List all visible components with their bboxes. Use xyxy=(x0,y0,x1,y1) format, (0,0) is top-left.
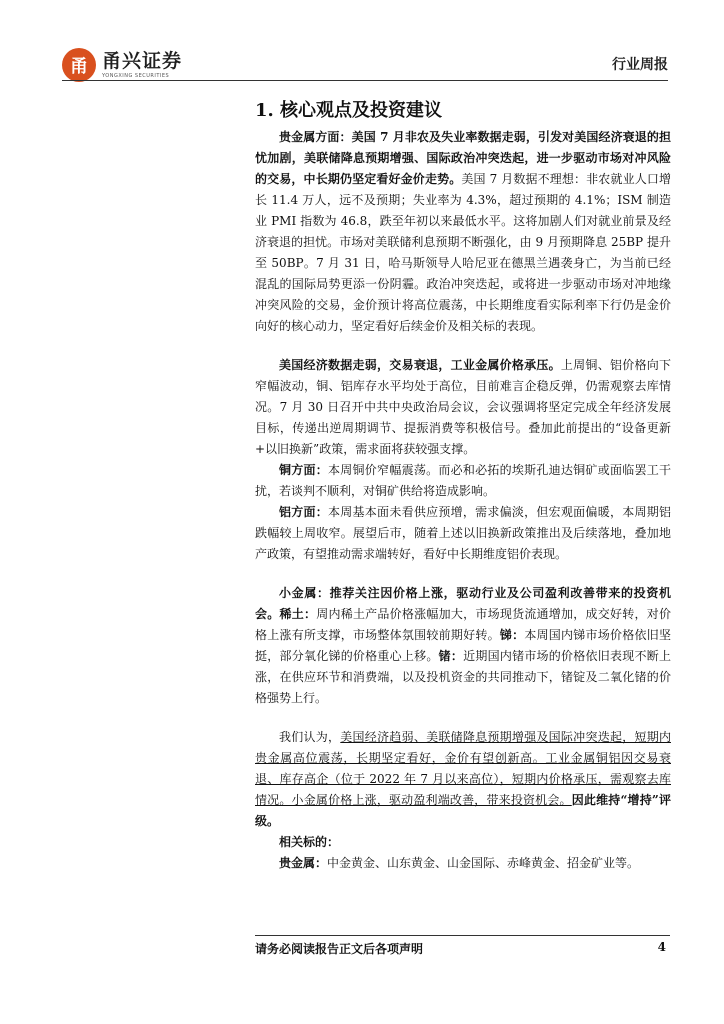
paragraph-related-targets xyxy=(255,832,671,853)
minor-metals-lead: 小金属：推荐关注因价格上涨，驱动行业及公司盈利改善带来的投资机会。 xyxy=(255,586,671,621)
paragraph-copper xyxy=(255,460,671,502)
copper-lead: 铜方面： xyxy=(279,463,329,477)
company-logo xyxy=(62,48,182,82)
paragraph-industrial-metals xyxy=(255,355,671,460)
precious-metals-body: 美国 7 月数据不理想：非农就业人口增长 11.4 万人，远不及预期；失业率为 4.3%，超过预期的 4.1%；ISM 制造业 PMI 指数为 46.8，跌至年初以来最低水平。这将加剧人们对就业前景及经济衰退的担忧。市场对美联储利息预期不断强化，由 9 月预期降息 25BP 提升至 50BP。7 月 31 日，哈马斯领导人哈尼亚在德黑兰遇袭身亡，为当前已经混乱的国际局势更添一份阴霾。政治冲突迭起，或将进一步驱动市场对冲地缘冲突风险的交易，金价预计将高位震荡，中长期维度看实际利率下行仍是金价向好的核心动力，坚定看好后续金价及相关标的表现。 xyxy=(255,172,671,333)
header-divider xyxy=(62,80,668,81)
paragraph-conclusion xyxy=(255,727,671,832)
precious-targets-lead: 贵金属： xyxy=(279,856,328,870)
germanium-body: 近期国内锗市场的价格依旧表现不断上涨，在供应环节和消费端，以及投机资金的共同推动下，锗锭及二氧化锗的价格强势上行。 xyxy=(255,649,671,705)
footer-disclaimer: 请务必阅读报告正文后各项声明 xyxy=(255,942,424,956)
paragraph-precious-metals xyxy=(255,127,671,337)
precious-targets-list: 中金黄金、山东黄金、山金国际、赤峰黄金、招金矿业等。 xyxy=(327,856,640,870)
precious-metals-lead: 贵金属方面：美国 7 月非农及失业率数据走弱，引发对美国经济衰退的担忧加剧，美联储降息预期增强、国际政治冲突迭起，进一步驱动市场对冲风险的交易，中长期仍坚定看好金价走势。 xyxy=(255,130,671,186)
conclusion-intro: 我们认为， xyxy=(279,730,341,744)
paragraph-aluminum xyxy=(255,502,671,565)
footer-divider xyxy=(255,935,670,936)
report-body xyxy=(255,127,671,874)
aluminum-body: 本周基本面未看供应预增，需求偏淡，但宏观面偏暖，本周期铝跌幅较上周收窄。展望后市，随着上述以旧换新政策推出及后续落地，叠加地产政策，有望推动需求端转好，看好中长期维度铝价表现。 xyxy=(255,505,671,561)
section-title: 1. 核心观点及投资建议 xyxy=(255,100,443,121)
rating-statement: 因此维持“增持”评级。 xyxy=(255,793,671,828)
antimony-lead: 锑： xyxy=(499,628,525,642)
related-targets-label: 相关标的： xyxy=(279,835,340,849)
aluminum-lead: 铝方面： xyxy=(279,505,329,519)
logo-name-en: YONGXING SECURITIES xyxy=(102,72,170,79)
germanium-lead: 锗： xyxy=(438,649,464,663)
conclusion-underlined: 美国经济趋弱、美联储降息预期增强及国际冲突迭起，短期内贵金属高位震荡，长期坚定看好，金价有望创新高。工业金属铜铝因交易衰退、库存高企（位于 2022 年 7 月以来高位），短期内价格承压，需观察去库情况。小金属价格上涨，驱动盈利端改善，带来投资机会。 xyxy=(255,730,671,807)
rare-earth-lead: 稀土： xyxy=(279,607,317,621)
logo-text xyxy=(102,49,183,79)
industrial-metals-body: 上周铜、铝价格向下窄幅波动，铜、铝库存水平均处于高位，目前难言企稳反弹，仍需观察去库情况。7 月 30 日召开中共中央政治局会议，会议强调将坚定完成全年经济发展目标，传递出逆周期调节、提振消费等积极信号。叠加此前提出的“设备更新+以旧换新”政策，需求面将获较强支撑。 xyxy=(255,358,671,456)
antimony-body: 本周国内锑市场价格依旧坚挺，部分氧化锑的价格重心上移。 xyxy=(255,628,671,663)
paragraph-precious-targets xyxy=(255,853,671,874)
industrial-metals-lead: 美国经济数据走弱，交易衰退，工业金属价格承压。 xyxy=(279,358,561,372)
logo-name-cn: 甬兴证券 xyxy=(102,49,183,72)
copper-body: 本周铜价窄幅震荡。而必和必拓的埃斯孔迪达铜矿或面临罢工干扰，若谈判不顺利，对铜矿供给将造成影响。 xyxy=(255,463,671,498)
report-type: 行业周报 xyxy=(612,57,668,73)
paragraph-minor-metals xyxy=(255,583,671,709)
rare-earth-body: 周内稀土产品价格涨幅加大，市场现货流通增加，成交好转，对价格上涨有所支撑，市场整体氛围较前期好转。 xyxy=(255,607,671,642)
page-number: 4 xyxy=(657,940,666,954)
logo-mark-icon: 甬 xyxy=(62,48,96,82)
